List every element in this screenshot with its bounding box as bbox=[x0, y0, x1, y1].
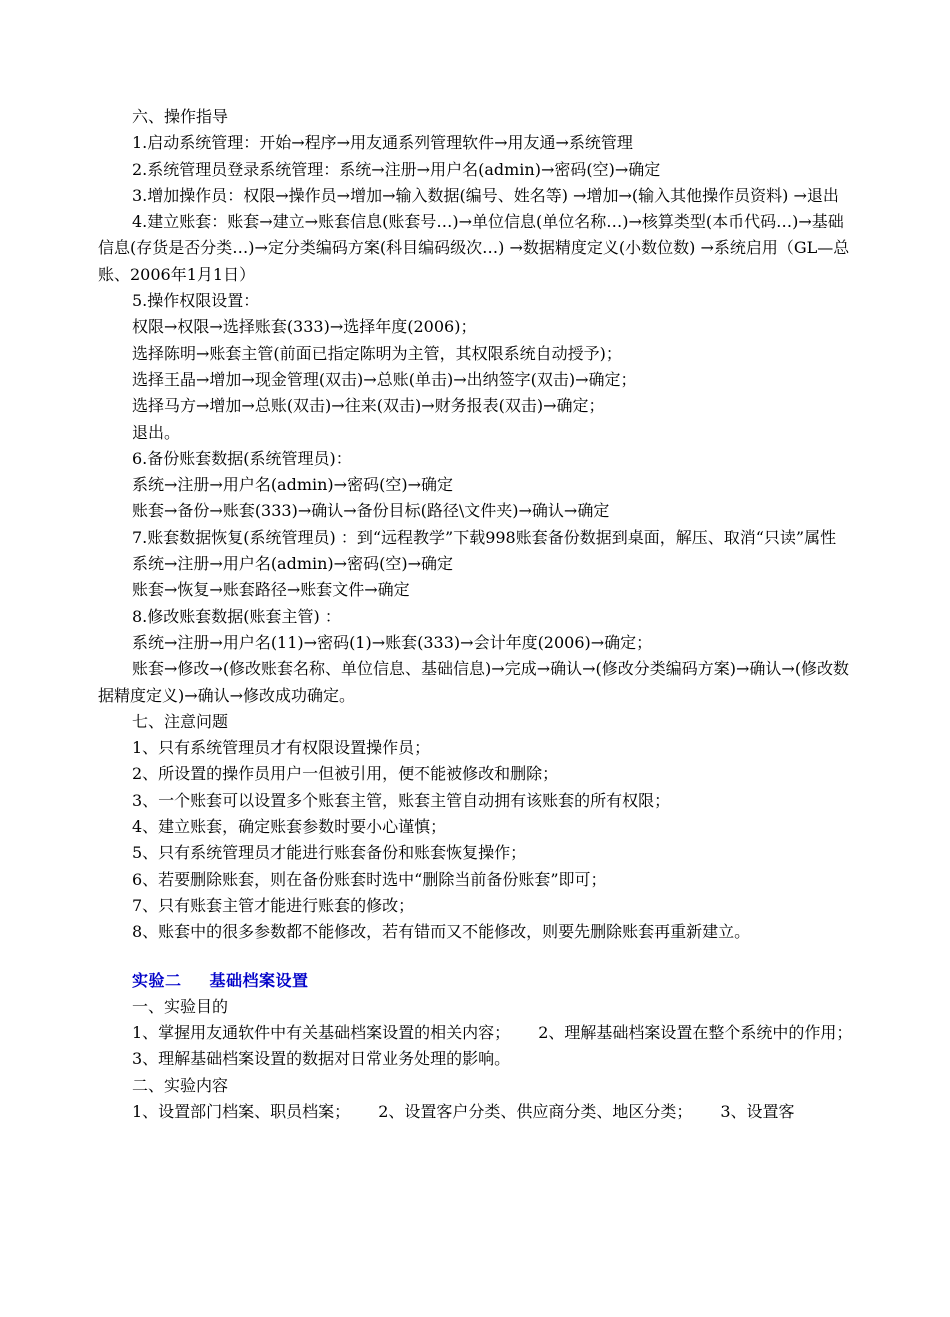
section6-line: 6.备份账套数据(系统管理员)： bbox=[132, 448, 352, 468]
purpose-item: 1、掌握用友通软件中有关基础档案设置的相关内容； bbox=[132, 1023, 511, 1043]
section6-line: 选择马方→增加→总账(双击)→往来(双击)→财务报表(双击)→确定； bbox=[132, 396, 605, 416]
section6-line: 1.启动系统管理：开始→程序→用友通系列管理软件→用友通→系统管理 bbox=[132, 133, 633, 153]
section7-title: 七、注意问题 bbox=[132, 711, 229, 731]
section6-line: 5.操作权限设置： bbox=[132, 291, 260, 311]
purpose-item: 2、理解基础档案设置在整个系统中的作用； bbox=[538, 1023, 853, 1043]
section6-line: 2.系统管理员登录系统管理：系统→注册→用户名(admin)→密码(空)→确定 bbox=[132, 159, 661, 179]
section6-line: 8.修改账套数据(账套主管) ： bbox=[132, 606, 341, 626]
experiment2-heading bbox=[98, 968, 856, 994]
section6-line: 7.账套数据恢复(系统管理员) ：到“远程教学”下载998账套备份数据到桌面，解压、取消“只读”属性 bbox=[132, 527, 837, 547]
section6-line: 账套→修改→(修改账套名称、单位信息、基础信息)→完成→确认→(修改分类编码方案)→确认→(修改数据精度定义)→确认→修改成功确定。 bbox=[98, 659, 850, 705]
experiment2-label: 实验二 bbox=[132, 970, 182, 990]
content-item: 2、设置客户分类、供应商分类、地区分类； bbox=[378, 1101, 693, 1121]
section6-title: 六、操作指导 bbox=[132, 107, 229, 126]
purpose-title: 一、实验目的 bbox=[132, 996, 229, 1016]
section6-line: 系统→注册→用户名(11)→密码(1)→账套(333)→会计年度(2006)→确定； bbox=[132, 632, 653, 652]
section7-item: 5、只有系统管理员才能进行账套备份和账套恢复操作； bbox=[132, 843, 527, 863]
content-item: 3、设置客 bbox=[720, 1101, 795, 1121]
document-page bbox=[98, 104, 856, 1125]
section7-item: 7、只有账套主管才能进行账套的修改； bbox=[132, 895, 415, 915]
section7-item: 3、一个账套可以设置多个账套主管，账套主管自动拥有该账套的所有权限； bbox=[132, 790, 671, 810]
section7-item: 4、建立账套，确定账套参数时要小心谨慎； bbox=[132, 817, 447, 837]
section6-line: 账套→备份→账套(333)→确认→备份目标(路径\文件夹)→确认→确定 bbox=[132, 501, 610, 521]
content-item: 1、设置部门档案、职员档案； bbox=[132, 1101, 351, 1121]
section7-item: 8、账套中的很多参数都不能修改，若有错而又不能修改，则要先删除账套再重新建立。 bbox=[132, 922, 751, 942]
section6-line: 退出。 bbox=[132, 422, 181, 442]
section6-line: 权限→权限→选择账套(333)→选择年度(2006)； bbox=[132, 317, 477, 337]
section7-item: 1、只有系统管理员才有权限设置操作员； bbox=[132, 738, 431, 758]
section6-line: 系统→注册→用户名(admin)→密码(空)→确定 bbox=[132, 554, 453, 574]
section6-line: 选择王晶→增加→现金管理(双击)→总账(单击)→出纳签字(双击)→确定； bbox=[132, 369, 637, 389]
section6-line: 3.增加操作员：权限→操作员→增加→输入数据(编号、姓名等) →增加→(输入其他操作员资料) →退出 bbox=[132, 185, 839, 205]
content-items bbox=[98, 1099, 856, 1125]
section6-line: 系统→注册→用户名(admin)→密码(空)→确定 bbox=[132, 475, 453, 495]
content-title: 二、实验内容 bbox=[132, 1075, 229, 1095]
section-spacer bbox=[98, 946, 856, 968]
section7-item: 6、若要删除账套，则在备份账套时选中“删除当前备份账套”即可； bbox=[132, 869, 607, 889]
purpose-item: 3、理解基础档案设置的数据对日常业务处理的影响。 bbox=[132, 1049, 511, 1069]
section6-line: 选择陈明→账套主管(前面已指定陈明为主管，其权限系统自动授予)； bbox=[132, 343, 622, 363]
section7-item: 2、所设置的操作员用户一但被引用，便不能被修改和删除； bbox=[132, 764, 559, 784]
experiment2-title: 基础档案设置 bbox=[209, 970, 309, 990]
section6-line: 4.建立账套：账套→建立→账套信息(账套号…)→单位信息(单位名称…)→核算类型(本币代码…)→基础信息(存货是否分类…)→定分类编码方案(科目编码级次…) →数据精度定义(小数位数) →系统启用（GL—总账、2006年1月1日） bbox=[98, 212, 850, 284]
section6-line: 账套→恢复→账套路径→账套文件→确定 bbox=[132, 580, 410, 600]
purpose-items bbox=[98, 1020, 856, 1046]
